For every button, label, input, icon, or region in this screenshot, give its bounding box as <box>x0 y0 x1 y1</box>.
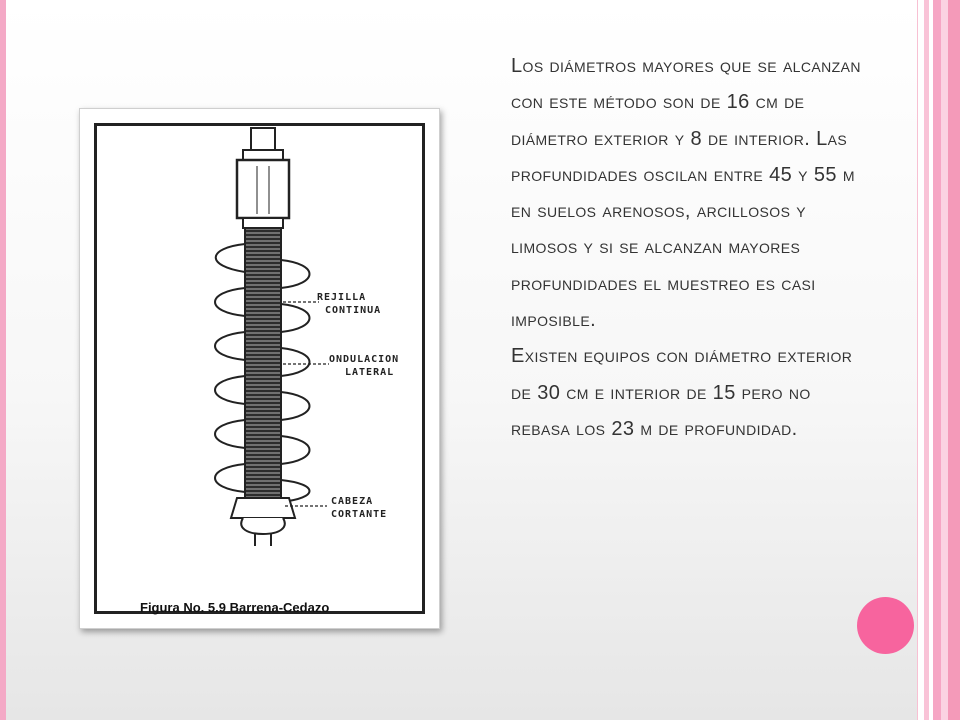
paragraph-equipos: Existen equipos con diámetro exterior de 30 cm e interior de 15 pero no rebasa los 23 m de profundidad. <box>511 345 853 440</box>
left-border-decoration <box>0 0 6 720</box>
label-ondulacion-line1: ONDULACION <box>329 354 400 365</box>
paragraph-diametros: Los diámetros mayores que se alcanzan con este método son de 16 cm de diámetro exterior y 8 de interior. Las profundidades oscilan entre 45 y 55 m en suelos arenosos, arcillosos y limosos y si se alcanzan mayores profundidades el muestreo es casi imposible. <box>511 55 861 332</box>
auger-screen-drawing <box>97 126 424 613</box>
figure-card <box>79 108 440 629</box>
label-ondulacion-line2: LATERAL <box>345 367 395 378</box>
label-cabeza-line1: CABEZA <box>331 496 374 507</box>
figure-frame <box>94 123 425 614</box>
pink-circle-decoration <box>857 597 914 654</box>
right-stripe-decoration <box>918 0 960 720</box>
slide-body-text <box>511 48 871 447</box>
label-rejilla-line1: REJILLA <box>317 292 367 303</box>
label-rejilla-line2: CONTINUA <box>325 305 382 316</box>
figure-caption: Figura No. 5.9 Barrena-Cedazo <box>140 600 330 615</box>
label-cabeza-line2: CORTANTE <box>331 509 388 520</box>
